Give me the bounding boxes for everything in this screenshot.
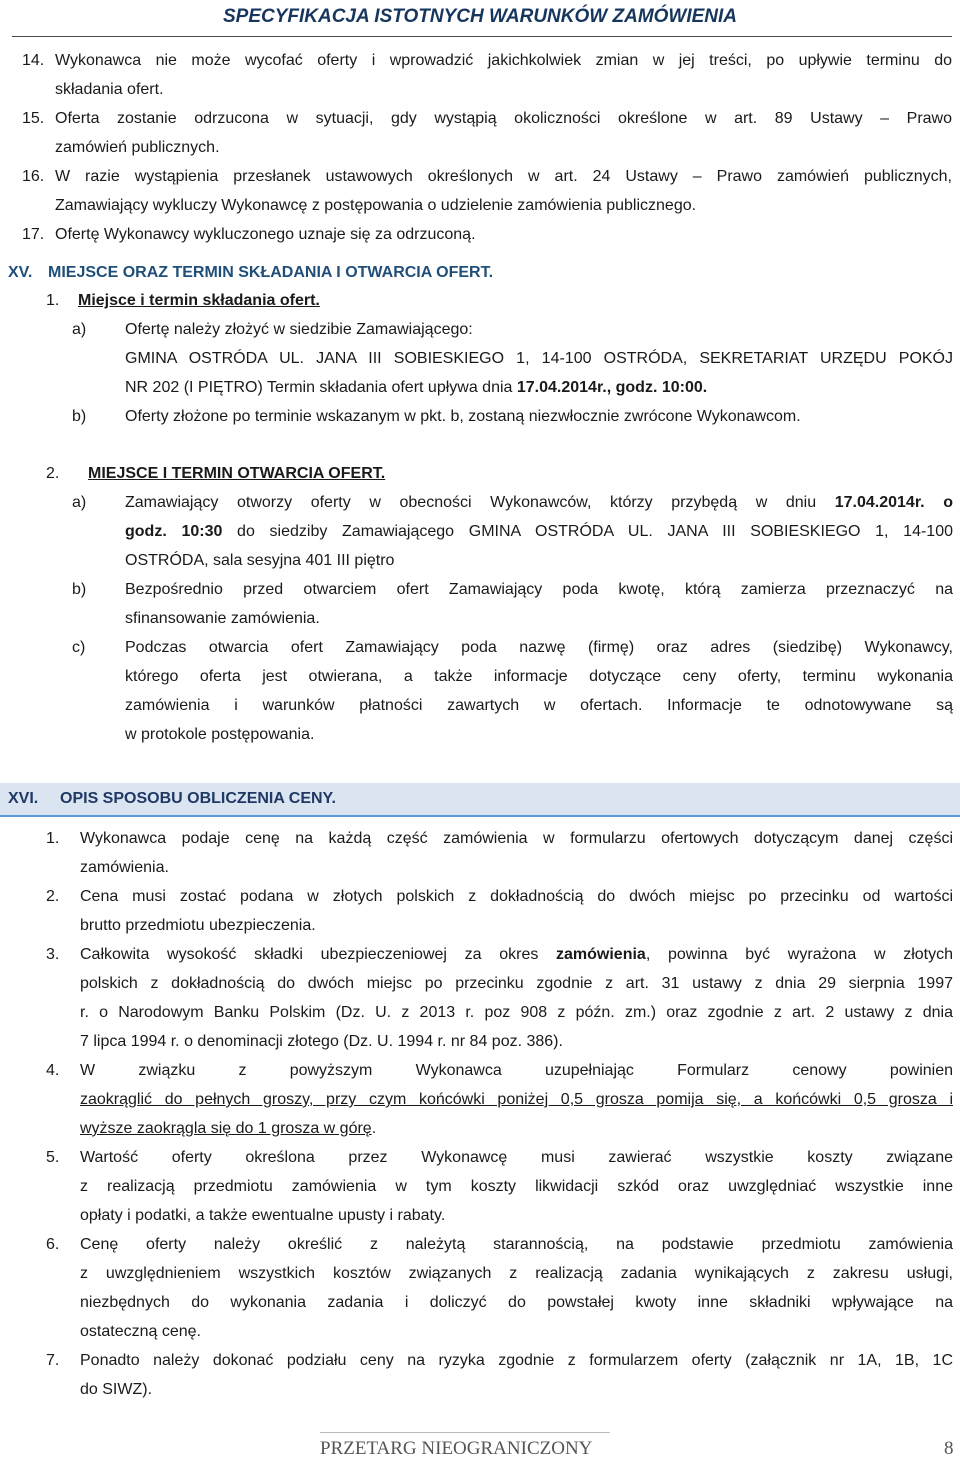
item-number: 15.	[22, 110, 45, 127]
text-span: Całkowita wysokość składki ubezpieczeniowej za okres	[80, 946, 557, 963]
xv-2a-line-2	[125, 521, 953, 543]
xvi-3-line-3: r. o Narodowym Banku Polskim (Dz. U. z 2013 r. poz 908 z późn. zm.) oraz zgodnie z art. 2 ustawy z dnia	[80, 1004, 953, 1021]
item-number: 7.	[46, 1352, 60, 1369]
xv-1a-line-3	[125, 377, 707, 399]
text-span: Zamawiający otworzy oferty w obecności Wykonawców, którzy przybędą w dniu	[125, 494, 835, 511]
header-divider	[12, 36, 952, 37]
underlined-text: wyższe zaokrągla się do 1 grosza w górę	[80, 1120, 372, 1137]
xvi-2-line-2: brutto przedmiotu ubezpieczenia.	[80, 917, 316, 934]
xv-2a-line-1	[125, 492, 953, 514]
deadline-date: 17.04.2014r., godz. 10:00.	[516, 379, 708, 396]
xvi-3-line-4: 7 lipca 1994 r. o denominacji złotego (Dz. U. 1994 r. nr 84 poz. 386).	[80, 1033, 563, 1050]
section-xvi-heading	[0, 783, 960, 817]
item-number: 4.	[46, 1062, 60, 1079]
text-span: do siedziby Zamawiającego GMINA OSTRÓDA UL. JANA III SOBIESKIEGO 1, 14-100	[222, 523, 953, 540]
subsection-number: 1.	[46, 292, 60, 309]
list-label: a)	[72, 494, 87, 511]
xv-2c-line-2: którego oferta jest otwierana, a także informacje dotyczące ceny oferty, terminu wykonania	[125, 668, 953, 685]
item-14-line-1: Wykonawca nie może wycofać oferty i wprowadzić jakichkolwiek zmian w jej treści, po upływie terminu do	[55, 52, 952, 69]
item-number: 16.	[22, 168, 45, 185]
subsection-title: Miejsce i termin składania ofert.	[78, 292, 320, 309]
xvi-6-line-2: z uwzględnieniem wszystkich kosztów związanych z realizacją zadania wynikających z zakresu usługi,	[80, 1265, 953, 1282]
page-number: 8	[944, 1438, 954, 1459]
xvi-6-line-3: niezbędnych do wykonania zadania i doliczyć do powstałej kwoty inne składniki wpływające na	[80, 1294, 953, 1311]
item-number: 14.	[22, 52, 45, 69]
section-number: XV.	[8, 264, 33, 281]
xv-1a-line-2: GMINA OSTRÓDA UL. JANA III SOBIESKIEGO 1, 14-100 OSTRÓDA, SEKRETARIAT URZĘDU POKÓJ	[125, 350, 953, 367]
item-16-line-2: Zamawiający wykluczy Wykonawcę z postępowania o udzielenie zamówienia publicznego.	[55, 197, 697, 214]
item-number: 2.	[46, 888, 60, 905]
xvi-3-line-2: polskich z dokładnością do dwóch miejsc po przecinku zgodnie z art. 31 ustawy z dnia 29 sierpnia 1997	[80, 975, 953, 992]
list-label: a)	[72, 321, 87, 338]
xv-2b-line-1: Bezpośrednio przed otwarciem ofert Zamawiający poda kwotę, którą zamierza przeznaczyć na	[125, 581, 953, 598]
section-number: XVI.	[8, 790, 39, 807]
xvi-4-line-3	[80, 1118, 376, 1140]
section-title: MIEJSCE ORAZ TERMIN SKŁADANIA I OTWARCIA OFERT.	[48, 264, 494, 281]
footer-divider	[320, 1432, 610, 1433]
xvi-4-line-1: W związku z powyższym Wykonawca uzupełniając Formularz cenowy powinien	[80, 1062, 953, 1079]
xvi-6-line-4: ostateczną cenę.	[80, 1323, 201, 1340]
xvi-2-line-1: Cena musi zostać podana w złotych polskich z dokładnością do dwóch miejsc po przecinku od wartości	[80, 888, 953, 905]
xvi-4-line-2: zaokrąglić do pełnych groszy, przy czym końcówki poniżej 0,5 grosza pomija się, a końcówki 0,5 grosza i	[80, 1091, 953, 1108]
text-span: .	[371, 1120, 377, 1137]
emphasis: zamówienia	[556, 946, 646, 963]
xv-2c-line-1: Podczas otwarcia ofert Zamawiający poda nazwę (firmę) oraz adres (siedzibę) Wykonawcy,	[125, 639, 953, 656]
item-number: 3.	[46, 946, 60, 963]
document-header-title: SPECYFIKACJA ISTOTNYCH WARUNKÓW ZAMÓWIENIA	[222, 6, 738, 27]
item-15-line-2: zamówień publicznych.	[55, 139, 220, 156]
opening-time: godz. 10:30	[125, 523, 223, 540]
xv-1a-line-1: Ofertę należy złożyć w siedzibie Zamawiającego:	[125, 321, 473, 338]
xv-2a-line-3: OSTRÓDA, sala sesyjna 401 III piętro	[125, 552, 395, 569]
xvi-1-line-2: zamówienia.	[80, 859, 169, 876]
list-label: b)	[72, 581, 87, 598]
footer-text: PRZETARG NIEOGRANICZONY	[320, 1438, 593, 1459]
item-number: 6.	[46, 1236, 60, 1253]
item-number: 17.	[22, 226, 45, 243]
xv-2c-line-3: zamówienia i warunków płatności zawartych w ofertach. Informacje te odnotowywane są	[125, 697, 953, 714]
item-number: 5.	[46, 1149, 60, 1166]
text-span: , powinna być wyrażona w złotych	[645, 946, 953, 963]
section-xv-heading	[8, 260, 952, 286]
xv-2c-line-4: w protokole postępowania.	[125, 726, 315, 743]
subsection-title: MIEJSCE I TERMIN OTWARCIA OFERT.	[88, 465, 386, 482]
list-label: c)	[72, 639, 86, 656]
item-14-line-2: składania ofert.	[55, 81, 164, 98]
list-label: b)	[72, 408, 87, 425]
xv-1b-line-1: Oferty złożone po terminie wskazanym w pkt. b, zostaną niezwłocznie zwrócone Wykonawcom.	[125, 408, 801, 425]
xvi-3-line-1	[80, 944, 953, 966]
xvi-7-line-2: do SIWZ).	[80, 1381, 153, 1398]
xvi-5-line-2: z realizacją przedmiotu zamówienia w tym koszty likwidacji szkód oraz uwzględniać wszystkie inne	[80, 1178, 953, 1195]
xvi-1-line-1: Wykonawca podaje cenę na każdą część zamówienia w formularzu ofertowych dotyczącym danej części	[80, 830, 953, 847]
item-16-line-1: W razie wystąpienia przesłanek ustawowych określonych w art. 24 Ustawy – Prawo zamówień publicznych,	[55, 168, 952, 185]
section-title: OPIS SPOSOBU OBLICZENIA CENY.	[60, 790, 336, 807]
xvi-5-line-3: opłaty i podatki, a także ewentualne upusty i rabaty.	[80, 1207, 446, 1224]
item-15-line-1: Oferta zostanie odrzucona w sytuacji, gdy wystąpią okoliczności określone w art. 89 Ustawy – Prawo	[55, 110, 952, 127]
item-17-line-1: Ofertę Wykonawcy wykluczonego uznaje się za odrzuconą.	[55, 226, 476, 243]
subsection-number: 2.	[46, 465, 60, 482]
item-number: 1.	[46, 830, 60, 847]
text-span: NR 202 (I PIĘTRO) Termin składania ofert upływa dnia	[125, 379, 517, 396]
opening-date: 17.04.2014r. o	[834, 494, 954, 511]
xv-2b-line-2: sfinansowanie zamówienia.	[125, 610, 320, 627]
xvi-6-line-1: Cenę oferty należy określić z należytą starannością, na podstawie przedmiotu zamówienia	[80, 1236, 953, 1253]
xvi-7-line-1: Ponadto należy dokonać podziału ceny na ryzyka zgodnie z formularzem oferty (załącznik nr 1A, 1B, 1C	[80, 1352, 953, 1369]
xvi-5-line-1: Wartość oferty określona przez Wykonawcę musi zawierać wszystkie koszty związane	[80, 1149, 953, 1166]
